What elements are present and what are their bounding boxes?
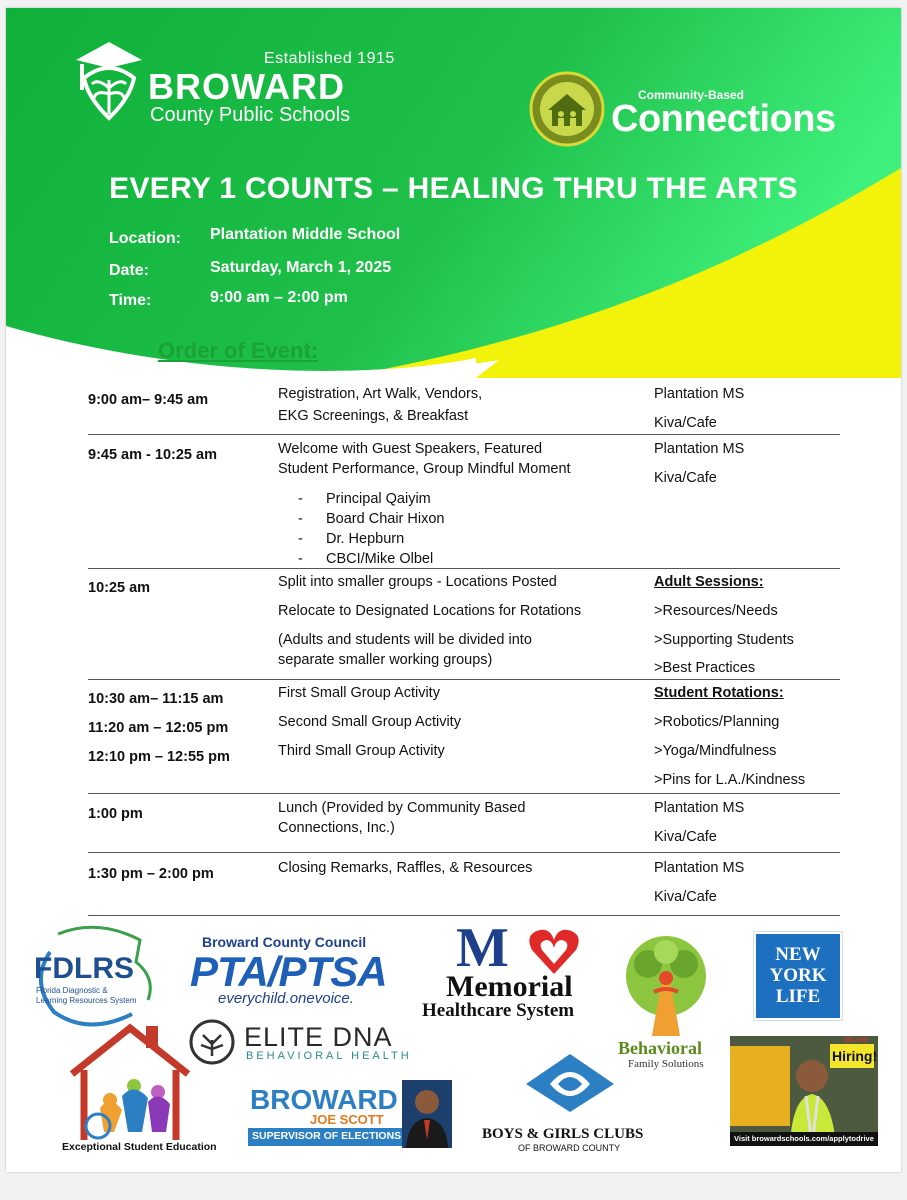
row-location: Plantation MS <box>654 386 745 402</box>
hiring-top: WE ARE <box>844 1038 868 1044</box>
row-time: 1:30 pm – 2:00 pm <box>88 866 214 882</box>
row-location: Plantation MS <box>654 860 745 876</box>
row-location: >Yoga/Mindfulness <box>654 743 777 759</box>
hiring-url: Visit browardschools.com/applytodrive <box>734 1134 874 1143</box>
row-location: >Robotics/Planning <box>654 714 780 730</box>
bullet-dash: - <box>298 551 303 567</box>
bcps-name: BROWARD <box>148 66 345 107</box>
soe-logo <box>248 1080 452 1148</box>
adult-sessions-header: Adult Sessions: <box>654 574 764 590</box>
fdlrs-sub: Florida Diagnostic & <box>36 986 108 995</box>
row-location: Kiva/Cafe <box>654 470 717 486</box>
speaker-item: Dr. Hepburn <box>326 531 405 547</box>
pta-slogan: everychild.onevoice. <box>218 990 354 1007</box>
row-location: Kiva/Cafe <box>654 415 717 431</box>
bgc-sub: OF BROWARD COUNTY <box>518 1143 621 1153</box>
pta-name: PTA/PTSA <box>190 948 387 995</box>
nyl-line: LIFE <box>775 986 821 1007</box>
bgc-name: BOYS & GIRLS CLUBS <box>482 1126 644 1142</box>
elite-sub: BEHAVIORAL HEALTH <box>246 1050 412 1062</box>
student-rotations-header: Student Rotations: <box>654 685 784 701</box>
schedule-row <box>88 569 840 680</box>
bullet-dash: - <box>298 491 303 507</box>
row-activity: First Small Group Activity <box>278 685 440 701</box>
soe-portrait-icon <box>402 1080 452 1148</box>
bcps-logo-icon <box>70 38 148 124</box>
elite-name: ELITE DNA <box>244 1022 393 1052</box>
schedule-row <box>88 794 840 853</box>
time-value: 9:00 am – 2:00 pm <box>210 289 348 306</box>
row-time: 9:45 am - 10:25 am <box>88 447 217 463</box>
row-activity: Connections, Inc.) <box>278 820 395 836</box>
event-title: EVERY 1 COUNTS – HEALING THRU THE ARTS <box>109 172 798 205</box>
behavioral-sub: Family Solutions <box>628 1058 704 1070</box>
soe-broward: BROWARD <box>250 1084 398 1115</box>
fdlrs-name: FDLRS <box>34 952 134 985</box>
bgc-logo-icon <box>522 1050 618 1116</box>
nyl-line: NEW <box>775 944 821 965</box>
row-time: 10:25 am <box>88 580 151 596</box>
hiring-label: Hiring! <box>832 1048 878 1064</box>
bullet-dash: - <box>298 531 303 547</box>
nyl-logo <box>754 932 842 1020</box>
ese-house-icon <box>64 1022 194 1144</box>
row-location: Kiva/Cafe <box>654 889 717 905</box>
ese-name: Exceptional Student Education <box>62 1141 217 1153</box>
memorial-mark: M <box>456 917 509 979</box>
location-value: Plantation Middle School <box>210 226 401 243</box>
speaker-item: Board Chair Hixon <box>326 511 445 527</box>
speaker-item: Principal Qaiyim <box>326 491 431 507</box>
bcps-established: Established 1915 <box>264 50 395 67</box>
row-location: >Supporting Students <box>654 632 794 648</box>
hiring-badge <box>830 1038 878 1068</box>
elite-dna-icon <box>188 1018 236 1066</box>
bcps-subtitle: County Public Schools <box>150 104 351 126</box>
memorial-name: Memorial <box>446 970 573 1003</box>
row-time: 10:30 am– 11:15 am <box>88 691 224 707</box>
order-heading: Order of Event: <box>158 338 319 363</box>
nyl-line: YORK <box>769 965 827 986</box>
memorial-sub: Healthcare System <box>422 1000 575 1021</box>
row-activity: Split into smaller groups - Locations Posted <box>278 574 557 590</box>
hiring-ad <box>730 1036 878 1146</box>
schedule-row <box>88 378 840 435</box>
row-activity: Second Small Group Activity <box>278 714 461 730</box>
row-activity: Closing Remarks, Raffles, & Resources <box>278 860 533 876</box>
date-label: Date: <box>109 262 150 279</box>
row-location: Plantation MS <box>654 800 745 816</box>
row-time: 1:00 pm <box>88 806 143 822</box>
bullet-dash: - <box>298 511 303 527</box>
row-activity: Welcome with Guest Speakers, Featured <box>278 441 543 457</box>
row-activity: EKG Screenings, & Breakfast <box>278 408 469 424</box>
row-location: Kiva/Cafe <box>654 829 717 845</box>
schedule-row <box>88 680 840 794</box>
cbc-logo-icon <box>528 70 606 148</box>
row-location: >Resources/Needs <box>654 603 778 619</box>
flyer-page <box>6 8 901 1172</box>
fdlrs-sub: Learning Resources System <box>36 996 137 1005</box>
schedule-row <box>88 853 840 916</box>
row-time: 12:10 pm – 12:55 pm <box>88 749 230 765</box>
pta-council: Broward County Council <box>202 934 367 950</box>
location-label: Location: <box>109 230 181 247</box>
cbc-name: Connections <box>611 98 836 140</box>
row-activity: separate smaller working groups) <box>278 652 493 668</box>
row-activity: Registration, Art Walk, Vendors, <box>278 386 483 402</box>
soe-name: JOE SCOTT <box>310 1112 384 1127</box>
row-activity: Student Performance, Group Mindful Moment <box>278 461 571 477</box>
schedule-row <box>88 435 840 569</box>
time-label: Time: <box>109 292 152 309</box>
row-location: >Pins for L.A./Kindness <box>654 772 806 788</box>
row-time: 9:00 am– 9:45 am <box>88 392 209 408</box>
row-activity: Lunch (Provided by Community Based <box>278 800 526 816</box>
row-activity: (Adults and students will be divided into <box>278 632 532 648</box>
behavioral-tree-icon <box>618 932 714 1040</box>
soe-title: SUPERVISOR OF ELECTIONS <box>252 1130 402 1142</box>
speaker-item: CBCI/Mike Olbel <box>326 551 434 567</box>
row-location: >Best Practices <box>654 660 756 676</box>
row-activity: Relocate to Designated Locations for Rotations <box>278 603 582 619</box>
schedule-table <box>88 378 840 916</box>
cbc-subtitle: Community-Based <box>638 88 745 102</box>
date-value: Saturday, March 1, 2025 <box>210 259 392 276</box>
row-time: 11:20 am – 12:05 pm <box>88 720 229 736</box>
behavioral-name: Behavioral <box>618 1038 702 1058</box>
row-location: Plantation MS <box>654 441 745 457</box>
row-activity: Third Small Group Activity <box>278 743 445 759</box>
